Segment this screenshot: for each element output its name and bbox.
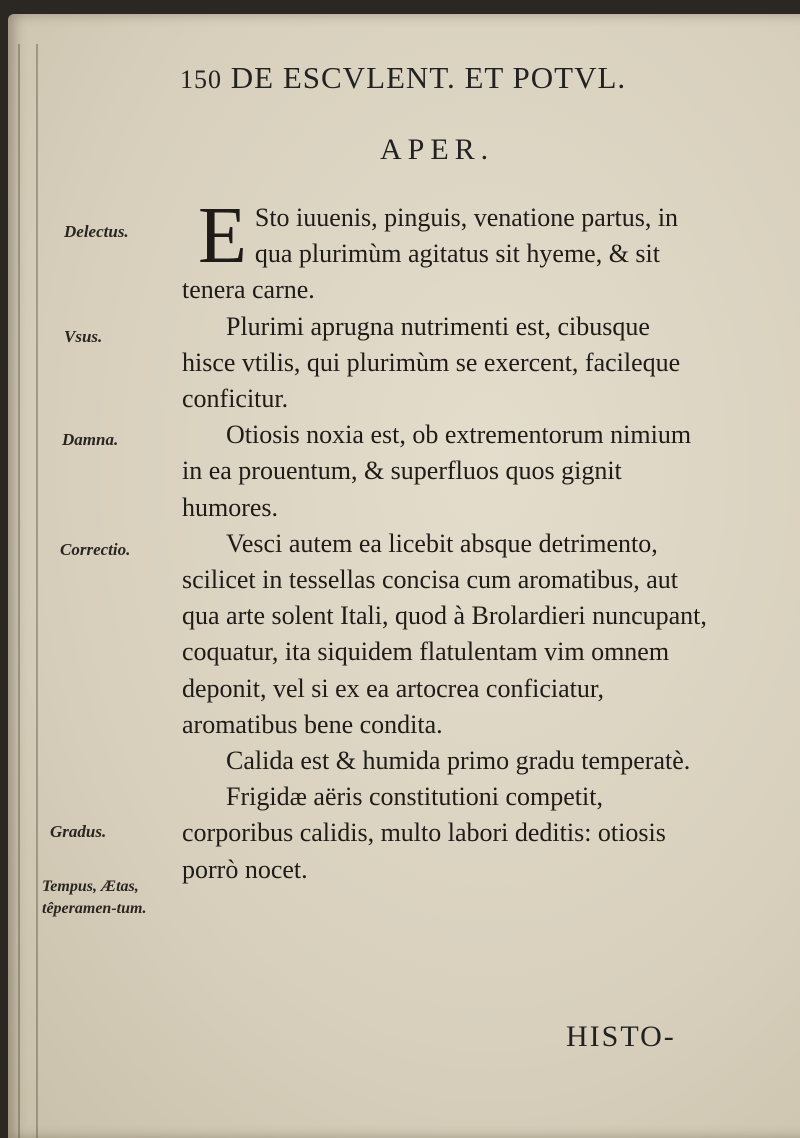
paragraph-usus: Plurimi aprugna nutrimenti est, cibusque hisce vtilis, qui plurimùm se exercent, facileque conficitur. [182, 311, 681, 414]
margin-note-correctio: Correctio. [60, 540, 131, 559]
running-title: DE ESCVLENT. ET POTVL. [230, 60, 627, 95]
page-edge-line [18, 44, 20, 1138]
paragraph-delectus [182, 192, 707, 309]
margin-note-gradus: Gradus. [50, 822, 107, 841]
catchword: HISTO- [566, 1020, 676, 1053]
running-header [180, 60, 720, 96]
section-title: APER. [380, 133, 495, 166]
margin-note-tempus: Tempus, Ætas, têperamen-tum. [42, 878, 147, 917]
body-text [182, 192, 707, 888]
margin-note-damna: Damna. [62, 430, 119, 449]
paragraph-tempus: Frigidæ aëris constitutioni competit, corporibus calidis, multo labori deditis: otiosis porrò nocet. [182, 782, 666, 884]
margin-note-delectus: Delectus. [64, 222, 129, 241]
drop-cap-initial: E [198, 192, 247, 280]
paragraph-correctio: Vesci autem ea licebit absque detrimento, scilicet in tessellas concisa cum aromatibus, aut qua arte solent Itali, quod à Brolardieri nuncupant, coquatur, ita siquidem flatulentam vim omnem deponit, vel si ex ea artocrea conficiatur, aromatibus bene condita. [182, 528, 707, 739]
paragraph-gradus: Calida est & humida primo gradu temperatè. [226, 746, 691, 776]
page-edge-line [36, 44, 38, 1138]
page-number: 150 [180, 65, 222, 94]
paragraph-delectus-text: Sto iuuenis, pinguis, venatione partus, in qua plurimùm agitatus sit hyeme, & sit tenera carne. [182, 203, 679, 305]
paragraph-damna: Otiosis noxia est, ob extrementorum nimium in ea prouentum, & superfluos quos gignit humores. [182, 420, 692, 522]
margin-note-usus: Vsus. [64, 327, 103, 346]
